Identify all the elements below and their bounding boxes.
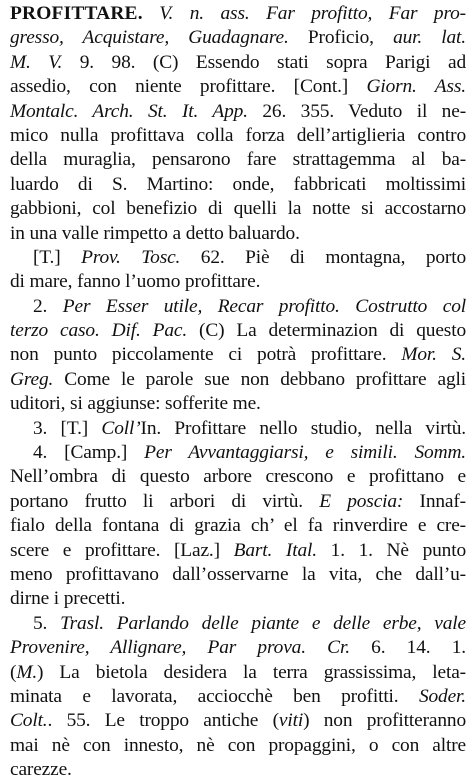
entry-line: [10, 295, 466, 319]
entry-line: [10, 417, 466, 441]
entry-text: Nell’ombra di questo arbore crescono e profittano e: [10, 466, 466, 488]
entry-text: di mare, fanno l’uomo profittare.: [10, 271, 261, 293]
entry-line: [10, 539, 466, 563]
entry-text: M.: [16, 661, 38, 683]
entry-text: Montalc. Arch. St. It. App.: [10, 100, 248, 122]
entry-text: (C) La determinazion di questo: [187, 320, 466, 342]
entry-line: [10, 222, 466, 246]
entry-text: V. n. ass. Far profitto, Far pro-: [159, 3, 466, 24]
entry-line: [10, 343, 466, 367]
entry-text: 62. Piè di montagna, porto: [180, 246, 467, 268]
entry-text: dirne i precetti.: [10, 588, 126, 610]
entry-line: [10, 148, 466, 172]
entry-text: Soder.: [418, 685, 466, 707]
entry-text: meno profittavano dall’osservarne la vita, che dall’u-: [10, 563, 466, 585]
entry-text: luardo di S. Martino: onde, fabbricati moltissimi: [10, 173, 466, 195]
entry-line: [10, 490, 466, 514]
entry-line: [10, 514, 466, 538]
entry-text: non punto piccolamente ci potrà profittare.: [10, 344, 402, 366]
entry-text: Mor. S.: [401, 344, 466, 366]
entry-line: [10, 319, 466, 343]
entry-text: assedio, con niente profittare. [Cont.]: [10, 76, 367, 98]
entry-text: Prov. Tosc.: [81, 246, 181, 268]
entry-line: [10, 636, 466, 660]
entry-text: Per Avvantaggiarsi, e simili. Somm.: [144, 442, 466, 464]
headword: PROFITTARE.: [10, 3, 143, 24]
entry-text: mico nulla profittava colla forza dell’artiglieria contro: [10, 124, 466, 146]
dictionary-entry: [10, 2, 466, 783]
entry-text: Coll’: [101, 417, 141, 439]
entry-text: M. V.: [10, 51, 63, 73]
entry-text: Colt.: [10, 710, 48, 732]
entry-line: [10, 734, 466, 758]
entry-text: 5.: [33, 612, 61, 634]
entry-line: [10, 246, 466, 270]
entry-text: portano frutto li arbori di virtù.: [10, 490, 320, 512]
entry-text: Greg.: [10, 368, 54, 390]
entry-text: fialo della fontana di grazia ch’ el fa rinverdire e cre-: [10, 515, 466, 537]
entry-text: Bart. Ital.: [233, 539, 317, 561]
entry-text: gabbioni, col benefizio di quelli la notte si accostarno: [10, 198, 466, 220]
entry-line: [10, 51, 466, 75]
entry-line: [10, 197, 466, 221]
entry-text: 26. 355. Veduto il ne-: [247, 100, 466, 122]
entry-text: minata e lavorata, acciocchè ben profitti.: [10, 685, 419, 707]
entry-line: [10, 75, 466, 99]
entry-line: [10, 465, 466, 489]
entry-text: ) non profitteranno: [303, 710, 466, 732]
entry-line: [10, 709, 466, 733]
entry-line: [10, 270, 466, 294]
entry-text: 4. [Camp.]: [33, 442, 145, 464]
entry-text: terzo caso. Dif. Pac.: [10, 320, 188, 342]
entry-text: In. Profittare nello studio, nella virtù.: [140, 417, 466, 439]
entry-text: mai nè con innesto, nè con propaggini, o con altre: [10, 734, 466, 756]
entry-line: [10, 661, 466, 685]
entry-text: 6. 14. 1.: [349, 637, 466, 659]
entry-line: [10, 587, 466, 611]
entry-text: della muraglia, pensarono fare strattagemma al ba-: [10, 149, 466, 171]
entry-line: [10, 26, 466, 50]
entry-text: Per Esser utile, Recar profitto. Costrutto col: [62, 295, 467, 317]
entry-text: ) La bietola desidera la terra grassissima, leta-: [37, 661, 466, 683]
entry-line: [10, 392, 466, 416]
entry-line: [10, 685, 466, 709]
entry-line: [10, 368, 466, 392]
entry-text: carezze.: [10, 759, 72, 781]
entry-text: 1. 1. Nè punto: [316, 539, 466, 561]
entry-text: [T.]: [33, 246, 82, 268]
entry-text: Provenire, Allignare, Par prova. Cr.: [10, 637, 350, 659]
entry-line: [10, 100, 466, 124]
entry-text: . 55. Le troppo antiche (: [47, 710, 279, 732]
entry-text: Giorn. Ass.: [366, 76, 466, 98]
entry-line: [10, 124, 466, 148]
entry-text: [143, 3, 160, 24]
entry-line: [10, 441, 466, 465]
entry-text: Innaf-: [403, 490, 466, 512]
entry-text: scere e profittare. [Laz.]: [10, 539, 234, 561]
entry-line: [10, 758, 466, 782]
entry-text: viti: [278, 710, 304, 732]
entry-text: aur. lat.: [393, 27, 466, 49]
entry-text: gresso, Acquistare, Guadagnare.: [10, 27, 289, 49]
entry-text: E poscia:: [319, 490, 404, 512]
entry-text: in una valle rimpetto a detto baluardo.: [10, 222, 300, 244]
entry-text: Come le parole sue non debbano profittare agli: [53, 368, 466, 390]
entry-line: [10, 173, 466, 197]
entry-text: 2.: [33, 295, 63, 317]
entry-line: [10, 563, 466, 587]
entry-text: Trasl. Parlando delle piante e delle erbe, vale: [60, 612, 466, 634]
entry-text: Proficio,: [288, 27, 394, 49]
entry-line: [10, 2, 466, 26]
entry-text: 3. [T.]: [33, 417, 102, 439]
entry-line: [10, 612, 466, 636]
entry-text: 9. 98. (C) Essendo stati sopra Parigi ad: [62, 51, 466, 73]
entry-text: (: [10, 661, 17, 683]
entry-text: uditori, si aggiunse: sofferite me.: [10, 393, 261, 415]
